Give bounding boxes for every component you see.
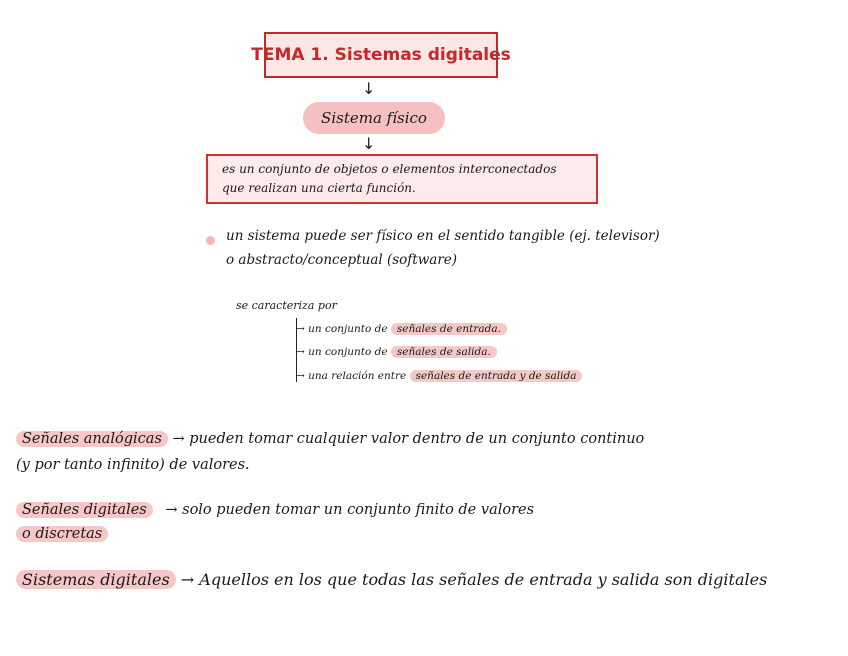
branch-highlight-3: señales de entrada y de salida: [410, 370, 583, 382]
analog-text-1: pueden tomar cualquier valor dentro de un conjunto continuo: [189, 431, 645, 447]
digital-row: [16, 502, 534, 518]
down-arrow-1-icon: ↓: [362, 79, 376, 98]
digital-arrow-icon: →: [165, 502, 178, 518]
branch-arrow-3-icon: →: [296, 370, 305, 382]
branch-prefix-2: un conjunto de: [308, 346, 388, 358]
characterized-label: se caracteriza por: [236, 299, 337, 312]
branch-prefix-3: una relación entre: [308, 370, 407, 382]
concept-label: Sistema físico: [321, 109, 427, 127]
digital-term: Señales digitales: [16, 502, 153, 518]
down-arrow-2-icon: ↓: [362, 134, 376, 153]
digital-term-2: o discretas: [16, 526, 108, 542]
branch-item-1: [296, 323, 507, 335]
title-box: [251, 32, 511, 78]
systems-term: Sistemas digitales: [16, 570, 176, 589]
digital-term-2-row: [16, 526, 108, 542]
branch-item-3: [296, 370, 582, 382]
branch-highlight-1: señales de entrada.: [391, 323, 507, 335]
branch-item-2: [296, 346, 497, 358]
digital-text: solo pueden tomar un conjunto finito de valores: [182, 502, 535, 518]
definition-line-1: es un conjunto de objetos o elementos interconectados: [222, 162, 557, 176]
analog-arrow-icon: →: [172, 431, 185, 447]
systems-arrow-icon: →: [180, 570, 195, 589]
systems-row: [16, 570, 767, 589]
bullet-note-line-1: un sistema puede ser físico en el sentido tangible (ej. televisor): [226, 228, 660, 244]
concept-pill: [303, 102, 445, 134]
definition-line-2: que realizan una cierta función.: [222, 181, 416, 195]
branch-highlight-2: señales de salida.: [391, 346, 497, 358]
analog-term: Señales analógicas: [16, 431, 168, 447]
page-title: TEMA 1. Sistemas digitales: [251, 45, 511, 65]
bullet-dot-icon: [206, 236, 215, 245]
analog-text-2: (y por tanto infinito) de valores.: [16, 457, 250, 473]
analog-row: [16, 431, 644, 447]
systems-text: Aquellos en los que todas las señales de entrada y salida son digitales: [199, 570, 768, 589]
definition-box: [206, 154, 598, 204]
bullet-note-line-2: o abstracto/conceptual (software): [226, 252, 458, 268]
branch-arrow-1-icon: →: [296, 323, 305, 335]
branch-prefix-1: un conjunto de: [308, 323, 388, 335]
branch-arrow-2-icon: →: [296, 346, 305, 358]
